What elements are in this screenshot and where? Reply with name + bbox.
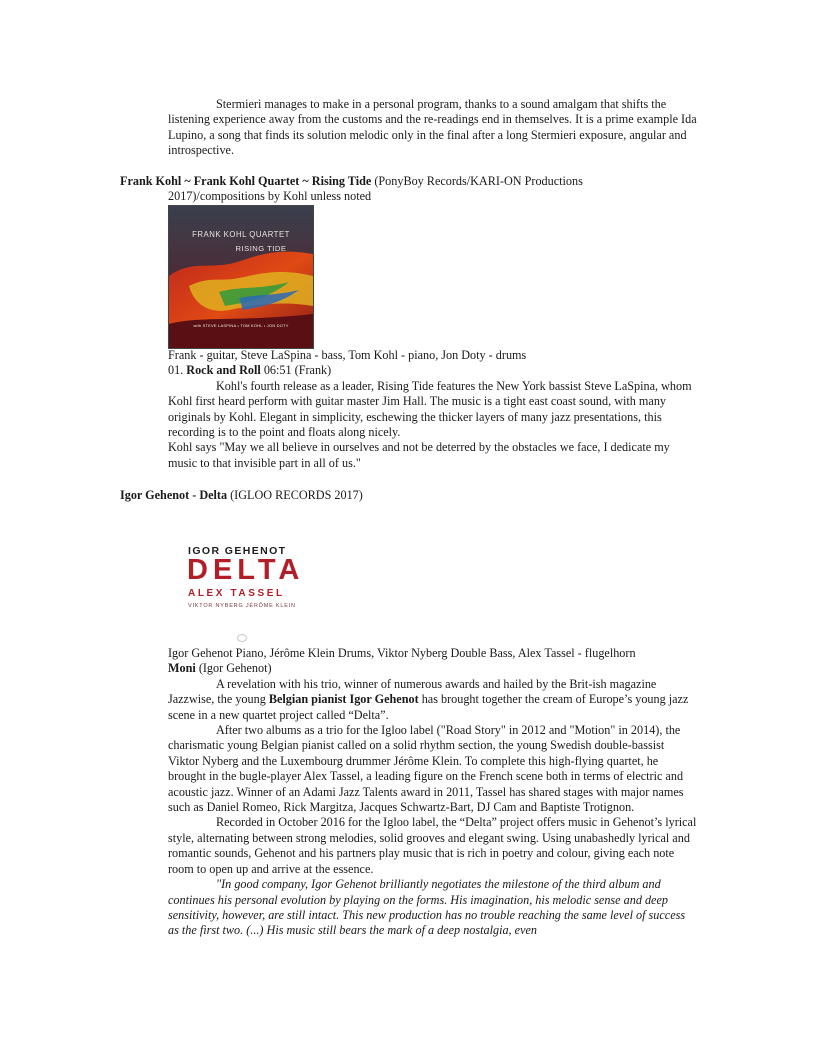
kohl-cover-credits: with STEVE LASPINA • TOM KOHL • JON DOTY bbox=[193, 323, 289, 328]
kohl-body bbox=[168, 348, 698, 471]
gehenot-paragraph-4 bbox=[168, 877, 698, 939]
kohl-cover-band: FRANK KOHL QUARTET bbox=[192, 230, 290, 239]
gehenot-track-info: (Igor Gehenot) bbox=[195, 661, 272, 676]
gehenot-cover-members: VIKTOR NYBERG JÉRÔME KLEIN bbox=[188, 603, 296, 609]
kohl-review: Kohl's fourth release as a leader, Rising Tide features the New York bassist Steve LaSpina, whom Kohl first heard perform with guitar master Jim Hall. The music is a tight east coast sound, with many originals by Kohl. Elegant in simplicity, eschewing the thicker layers of many jazz presentations, this recording is to the point and floats along nicely. bbox=[168, 378, 692, 440]
faint-mark bbox=[237, 634, 247, 642]
gehenot-heading-title: Igor Gehenot - Delta bbox=[120, 488, 228, 502]
gehenot-paragraph-1 bbox=[168, 677, 698, 723]
kohl-personnel: Frank - guitar, Steve LaSpina - bass, Tom Kohl - piano, Jon Doty - drums bbox=[168, 348, 527, 362]
gehenot-cover-artist: IGOR GEHENOT bbox=[188, 545, 287, 557]
gehenot-personnel: Igor Gehenot Piano, Jérôme Klein Drums, Viktor Nyberg Double Bass, Alex Tassel - flugelhorn bbox=[168, 646, 636, 660]
gehenot-album-cover bbox=[184, 541, 304, 611]
kohl-heading-continuation: 2017)/compositions by Kohl unless noted bbox=[168, 189, 372, 204]
gehenot-press-quote: "In good company, Igor Gehenot brilliantly negotiates the milestone of the third album and continues his personal evolution by playing on the forms. His imagination, his melodic sense and deep sensitivity, however, are still intact. This new production has no trouble reaching the same level of success as the first two. (...) His music still bears the mark of a deep nostalgia, even bbox=[168, 877, 686, 938]
kohl-track-info: 06:51 (Frank) bbox=[260, 363, 332, 378]
kohl-heading-label: (PonyBoy Records/KARI-ON Productions bbox=[371, 174, 583, 188]
gehenot-body bbox=[168, 646, 698, 939]
kohl-heading-title: Frank Kohl ~ Frank Kohl Quartet ~ Rising Tide bbox=[120, 174, 372, 188]
gehenot-p1-bold: Belgian pianist Igor Gehenot bbox=[268, 692, 419, 707]
kohl-cover-title: RISING TIDE bbox=[235, 244, 287, 253]
stermieri-paragraph: Stermieri manages to make in a personal program, thanks to a sound amalgam that shifts the listening experience away from the customs and the re-readings end in themselves. It is a prime example Ida Lupino, a song that finds its solution melodic only in the final after a long Stermieri exposure, angular and introspective. bbox=[168, 97, 697, 158]
gehenot-cover-title: DELTA bbox=[187, 554, 305, 586]
kohl-track bbox=[168, 363, 698, 378]
kohl-track-title: Rock and Roll bbox=[186, 363, 261, 378]
kohl-album-cover bbox=[168, 205, 314, 349]
gehenot-cover-guest: ALEX TASSEL bbox=[188, 588, 285, 599]
kohl-heading bbox=[120, 174, 698, 205]
gehenot-p1-start: A revelation with his trio, winner of numerous awards and hailed by the Brit-ish magazine Jazzwise, the young bbox=[168, 676, 657, 707]
kohl-quote: Kohl says "May we all believe in ourselves and not be deterred by the obstacles we face, I dedicate my music to that invisible part in all of us." bbox=[168, 440, 670, 470]
gehenot-paragraph-3: Recorded in October 2016 for the Igloo label, the “Delta” project offers music in Gehenot’s lyrical style, alternating between strong melodies, solid grooves and elegant swing. Using unabashedly lyrical and romantic sounds, Gehenot and his partners play music that is rich in poetry and colour, giving each note room to open up and arrive at the essence. bbox=[168, 815, 697, 876]
gehenot-heading-label: (IGLOO RECORDS 2017) bbox=[227, 488, 363, 502]
kohl-track-number: 01. bbox=[168, 363, 187, 378]
gehenot-paragraph-2: After two albums as a trio for the Igloo label ("Road Story" in 2012 and "Motion" in 2014), the charismatic young Belgian pianist called on a solid rhythm section, the young Swedish double-bassist Viktor Nyberg and the Luxembourg drummer Jérôme Klein. To complete this high-flying quartet, he brought in the bugle-player Alex Tassel, a leading figure on the French scene both in terms of electric and acoustic jazz. Winner of an Adami Jazz Talents award in 2011, Tassel has shared stages with major names such as Daniel Romeo, Rick Margitza, Jacques Schwartz-Bart, DJ Cam and Baptiste Trotignon. bbox=[168, 723, 684, 815]
gehenot-track-title: Moni bbox=[168, 661, 196, 676]
gehenot-track bbox=[168, 661, 698, 676]
gehenot-heading bbox=[120, 488, 698, 503]
stermieri-review bbox=[168, 97, 698, 159]
gehenot-p1-end: has brought together the cream of Europe’s young jazz scene in a new quartet project called “Delta”. bbox=[168, 692, 689, 722]
